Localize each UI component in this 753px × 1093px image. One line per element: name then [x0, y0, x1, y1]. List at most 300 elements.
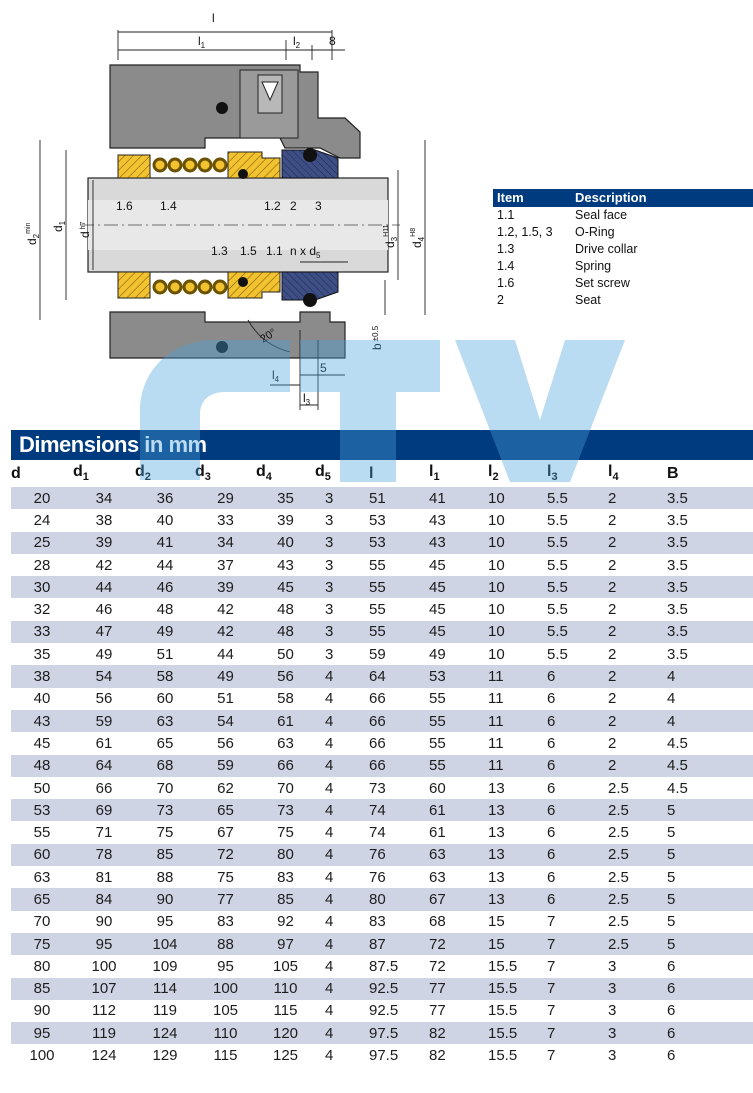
part-1-4-label: 1.4 — [160, 199, 177, 213]
table-cell: 5 — [667, 868, 676, 886]
table-cell: 83 — [369, 913, 386, 931]
column-header-5: $d_5$ — [315, 463, 331, 484]
table-cell: 77 — [195, 888, 256, 910]
table-cell: 105 — [272, 957, 299, 975]
table-cell: 4 — [315, 710, 369, 732]
table-cell: 114 — [135, 978, 195, 1000]
table-cell: 85 — [256, 888, 315, 910]
table-cell: 110 — [195, 1022, 256, 1044]
table-cell: 45 — [429, 576, 488, 598]
dimensions-table — [11, 460, 753, 1067]
table-cell: 10 — [488, 556, 505, 574]
table-cell: 55 — [429, 710, 488, 732]
table-cell: 13 — [488, 824, 505, 842]
table-cell: 61 — [429, 824, 446, 842]
table-cell: 6 — [547, 799, 608, 821]
table-cell: 2 — [608, 601, 617, 619]
dim-d4-label: $d_4^{H8}$ — [410, 227, 426, 248]
table-cell: 66 — [369, 755, 429, 777]
table-cell: 88 — [156, 868, 174, 886]
table-cell: 4 — [315, 665, 369, 687]
table-row — [11, 799, 753, 821]
table-cell: 55 — [33, 824, 51, 842]
table-cell: 88 — [195, 933, 256, 955]
part-1-3-label: 1.3 — [211, 244, 228, 258]
table-cell: 50 — [277, 645, 294, 663]
table-cell: 2.5 — [608, 888, 667, 910]
table-cell: 2 — [608, 532, 667, 554]
table-cell: 6 — [547, 824, 556, 842]
table-row — [11, 487, 753, 509]
table-cell: 3.5 — [667, 601, 688, 619]
table-cell: 51 — [156, 645, 174, 663]
table-cell: 64 — [369, 665, 429, 687]
spring-lower — [154, 281, 226, 293]
table-cell: 53 — [369, 532, 429, 554]
table-cell: 80 — [369, 888, 429, 910]
table-cell: 13 — [488, 888, 547, 910]
table-cell: 6 — [667, 1047, 676, 1065]
table-cell: 43 — [277, 556, 294, 574]
table-cell: 3 — [325, 601, 334, 619]
table-cell: 73 — [369, 779, 386, 797]
table-row — [11, 532, 753, 554]
table-cell: 2 — [608, 511, 617, 529]
table-cell: 60 — [429, 779, 446, 797]
table-cell: 59 — [73, 710, 135, 732]
table-cell: 90 — [33, 1002, 51, 1020]
table-cell: 72 — [195, 844, 256, 866]
table-cell: 6 — [667, 978, 753, 1000]
table-cell: 43 — [429, 532, 488, 554]
table-cell: 4 — [667, 690, 676, 708]
dim-d2-label: $d_2^{min}$ — [25, 222, 41, 245]
table-cell: 13 — [488, 844, 547, 866]
table-cell: 2 — [608, 645, 617, 663]
table-cell: 15.5 — [488, 1047, 518, 1065]
table-cell: 5.5 — [547, 511, 568, 529]
table-cell: 10 — [488, 532, 547, 554]
table-cell: 2.5 — [608, 824, 629, 842]
table-cell: 49 — [429, 645, 446, 663]
table-cell: 6 — [547, 690, 556, 708]
table-row — [11, 732, 753, 754]
column-header-9: $l_3$ — [547, 463, 558, 484]
table-cell: 3 — [315, 532, 369, 554]
nxd5-label: n x $d_5$ — [290, 244, 321, 260]
dim-l2-label: $l_2$ — [293, 34, 301, 50]
table-cell: 38 — [95, 511, 113, 529]
table-cell: 100 — [91, 957, 117, 975]
table-row — [11, 1044, 753, 1066]
table-cell: 65 — [195, 799, 256, 821]
table-cell: 2 — [608, 665, 667, 687]
table-cell: 107 — [73, 978, 135, 1000]
table-header-row — [11, 460, 753, 487]
part-1-1-label: 1.1 — [266, 244, 283, 258]
table-cell: 10 — [488, 487, 547, 509]
table-cell: 42 — [95, 556, 113, 574]
table-cell: 4 — [325, 1002, 334, 1020]
table-cell: 15.5 — [488, 1022, 547, 1044]
table-cell: 41 — [135, 532, 195, 554]
table-cell: 10 — [488, 645, 505, 663]
table-cell: 28 — [33, 556, 51, 574]
table-cell: 75 — [156, 824, 174, 842]
table-cell: 48 — [256, 621, 315, 643]
table-cell: 10 — [488, 576, 547, 598]
table-cell: 34 — [195, 532, 256, 554]
table-cell: 45 — [256, 576, 315, 598]
table-cell: 4 — [315, 1022, 369, 1044]
table-cell: 45 — [429, 556, 446, 574]
table-cell: 4 — [325, 913, 334, 931]
table-cell: 55 — [369, 556, 386, 574]
table-cell: 7 — [547, 933, 608, 955]
table-cell: 4 — [315, 799, 369, 821]
table-cell: 5 — [667, 913, 676, 931]
table-cell: 97.5 — [369, 1022, 429, 1044]
table-row — [11, 598, 753, 620]
dim-l3-label: $l_3$ — [303, 391, 311, 407]
table-cell: 7 — [547, 978, 608, 1000]
table-cell: 45 — [33, 734, 51, 752]
table-cell: 3 — [608, 1022, 667, 1044]
table-cell: 5.5 — [547, 621, 608, 643]
table-cell: 61 — [429, 799, 488, 821]
table-cell: 13 — [488, 868, 505, 886]
table-row — [11, 554, 753, 576]
table-cell: 2 — [608, 734, 617, 752]
table-cell: 6 — [547, 665, 608, 687]
table-cell: 13 — [488, 779, 505, 797]
table-cell: 5.5 — [547, 601, 568, 619]
table-cell: 74 — [369, 824, 386, 842]
table-cell: 55 — [369, 621, 429, 643]
table-row — [11, 866, 753, 888]
table-cell: 73 — [256, 799, 315, 821]
table-cell: 92.5 — [369, 978, 429, 1000]
housing-lower — [110, 312, 345, 358]
table-cell: 95 — [156, 913, 174, 931]
table-cell: 4 — [325, 734, 334, 752]
table-cell: 2.5 — [608, 799, 667, 821]
table-cell: 70 — [33, 913, 51, 931]
table-cell: 2 — [608, 556, 617, 574]
table-cell: 3 — [325, 511, 334, 529]
table-cell: 58 — [135, 665, 195, 687]
table-cell: 5.5 — [547, 645, 568, 663]
table-cell: 54 — [195, 710, 256, 732]
table-cell: 92 — [277, 913, 294, 931]
table-cell: 109 — [152, 957, 178, 975]
table-cell: 41 — [429, 487, 488, 509]
table-cell: 4 — [325, 1047, 334, 1065]
table-cell: 15 — [488, 913, 505, 931]
table-cell: 4.5 — [667, 755, 753, 777]
table-cell: 25 — [11, 532, 73, 554]
table-cell: 77 — [429, 978, 488, 1000]
table-cell: 46 — [135, 576, 195, 598]
table-cell: 54 — [73, 665, 135, 687]
table-cell: 5 — [667, 888, 753, 910]
table-cell: 3 — [315, 621, 369, 643]
table-cell: 15 — [488, 933, 547, 955]
table-cell: 34 — [73, 487, 135, 509]
table-cell: 3.5 — [667, 556, 688, 574]
table-cell: 4 — [315, 933, 369, 955]
legend-row: 1.2, 1.5, 3 O-Ring — [497, 225, 615, 239]
table-cell: 13 — [488, 799, 547, 821]
dim-8-label: 8 — [329, 34, 336, 48]
table-cell: 3.5 — [667, 576, 753, 598]
table-cell: 82 — [429, 1047, 446, 1065]
table-cell: 39 — [195, 576, 256, 598]
legend-row: 1.6 Set screw — [497, 276, 630, 290]
table-cell: 6 — [547, 888, 608, 910]
table-cell: 90 — [135, 888, 195, 910]
table-cell: 5 — [667, 844, 753, 866]
table-cell: 46 — [95, 601, 113, 619]
table-cell: 44 — [156, 556, 174, 574]
table-cell: 59 — [195, 755, 256, 777]
table-cell: 80 — [256, 844, 315, 866]
table-cell: 55 — [429, 755, 488, 777]
table-cell: 66 — [95, 779, 113, 797]
table-cell: 43 — [429, 511, 446, 529]
table-cell: 105 — [212, 1002, 239, 1020]
dim-l-label: l — [212, 11, 215, 25]
table-cell: 110 — [256, 978, 315, 1000]
column-header-3: $d_3$ — [195, 463, 211, 484]
table-row — [11, 933, 753, 955]
table-cell: 5 — [667, 799, 753, 821]
table-cell: 2 — [608, 755, 667, 777]
table-cell: 66 — [369, 734, 386, 752]
table-cell: 2.5 — [608, 933, 667, 955]
table-cell: 90 — [95, 913, 113, 931]
table-cell: 42 — [217, 601, 234, 619]
table-cell: 59 — [369, 645, 386, 663]
table-cell: 83 — [217, 913, 234, 931]
table-row — [11, 955, 753, 977]
drive-collar-lower — [118, 272, 150, 298]
table-cell: 42 — [195, 621, 256, 643]
table-cell: 66 — [256, 755, 315, 777]
part-2-label: 2 — [290, 199, 297, 213]
table-cell: 6 — [667, 1022, 753, 1044]
table-cell: 71 — [95, 824, 113, 842]
table-cell: 40 — [256, 532, 315, 554]
spring-upper — [154, 159, 226, 171]
table-cell: 56 — [95, 690, 113, 708]
table-cell: 4 — [667, 665, 753, 687]
table-cell: 4 — [667, 710, 753, 732]
drive-collar-upper — [118, 155, 150, 178]
table-cell: 61 — [256, 710, 315, 732]
table-cell: 74 — [369, 799, 429, 821]
table-cell: 76 — [369, 868, 386, 886]
table-cell: 7 — [547, 1002, 556, 1020]
table-cell: 3 — [325, 645, 334, 663]
table-cell: 3.5 — [667, 532, 753, 554]
table-cell: 56 — [256, 665, 315, 687]
table-cell: 64 — [73, 755, 135, 777]
table-cell: 51 — [369, 487, 429, 509]
table-cell: 2.5 — [608, 868, 629, 886]
column-header-6: l — [369, 464, 374, 482]
table-cell: 3.5 — [667, 621, 753, 643]
table-cell: 5.5 — [547, 556, 568, 574]
table-cell: 2 — [608, 690, 617, 708]
dim-b-label: $b^{\pm 0.5}$ — [370, 325, 384, 350]
table-row — [11, 844, 753, 866]
table-cell: 38 — [11, 665, 73, 687]
table-cell: 78 — [73, 844, 135, 866]
dim-l4-label: $l_4$ — [272, 368, 280, 384]
table-cell: 10 — [488, 621, 547, 643]
table-cell: 6 — [667, 957, 676, 975]
table-cell: 2 — [608, 710, 667, 732]
table-cell: 3.5 — [667, 511, 688, 529]
table-cell: 3 — [608, 1002, 617, 1020]
column-header-0: d — [11, 464, 21, 482]
table-cell: 75 — [217, 868, 234, 886]
table-cell: 51 — [217, 690, 234, 708]
table-cell: 112 — [92, 1002, 116, 1020]
table-cell: 53 — [369, 511, 386, 529]
table-cell: 11 — [488, 710, 547, 732]
table-cell: 55 — [429, 734, 446, 752]
table-row — [11, 1000, 753, 1022]
table-cell: 15.5 — [488, 957, 518, 975]
table-cell: 5.5 — [547, 532, 608, 554]
column-header-7: $l_1$ — [429, 463, 440, 484]
table-cell: 66 — [369, 710, 429, 732]
table-cell: 11 — [488, 665, 547, 687]
table-cell: 61 — [95, 734, 113, 752]
dim-d1-label: $d_1$ — [51, 220, 67, 232]
table-cell: 35 — [33, 645, 51, 663]
angle-label: 20° — [258, 326, 279, 346]
table-cell: 10 — [488, 601, 505, 619]
table-cell: 60 — [156, 690, 174, 708]
table-cell: 40 — [156, 511, 174, 529]
table-cell: 95 — [11, 1022, 73, 1044]
table-cell: 77 — [429, 1002, 446, 1020]
column-header-4: $d_4$ — [256, 463, 272, 484]
column-header-8: $l_2$ — [488, 463, 499, 484]
table-cell: 87.5 — [369, 957, 399, 975]
table-cell: 49 — [135, 621, 195, 643]
table-cell: 20 — [11, 487, 73, 509]
table-cell: 68 — [135, 755, 195, 777]
table-cell: 3 — [608, 978, 667, 1000]
table-cell: 6 — [547, 710, 608, 732]
table-cell: 75 — [277, 824, 294, 842]
table-cell: 83 — [277, 868, 294, 886]
table-cell: 2 — [608, 576, 667, 598]
table-cell: 30 — [11, 576, 73, 598]
table-cell: 33 — [11, 621, 73, 643]
table-cell: 7 — [547, 957, 556, 975]
table-cell: 68 — [429, 913, 446, 931]
table-cell: 55 — [369, 601, 386, 619]
table-cell: 11 — [488, 690, 504, 708]
table-cell: 36 — [135, 487, 195, 509]
table-cell: 104 — [135, 933, 195, 955]
table-row — [11, 911, 753, 933]
part-3-label: 3 — [315, 199, 322, 213]
legend-header-item: Item — [497, 190, 524, 205]
table-cell: 4 — [315, 888, 369, 910]
table-cell: 45 — [429, 621, 488, 643]
table-cell: 97 — [256, 933, 315, 955]
table-cell: 5.5 — [547, 576, 608, 598]
table-cell: 4 — [315, 755, 369, 777]
legend-header — [493, 189, 753, 207]
table-cell: 81 — [95, 868, 113, 886]
table-row — [11, 621, 753, 643]
table-cell: 87 — [369, 933, 429, 955]
table-cell: 6 — [547, 779, 556, 797]
table-cell: 76 — [369, 844, 429, 866]
table-cell: 100 — [29, 1047, 55, 1065]
table-cell: 84 — [73, 888, 135, 910]
table-cell: 63 — [277, 734, 294, 752]
table-row — [11, 576, 753, 598]
seal-face-upper — [228, 152, 280, 178]
table-cell: 35 — [256, 487, 315, 509]
table-row — [11, 821, 753, 843]
table-cell: 4 — [315, 978, 369, 1000]
table-row — [11, 1022, 753, 1044]
table-cell: 97.5 — [369, 1047, 399, 1065]
table-cell: 58 — [277, 690, 294, 708]
table-cell: 15.5 — [488, 1002, 518, 1020]
table-cell: 7 — [547, 1022, 608, 1044]
table-cell: 4.5 — [667, 779, 688, 797]
part-1-2-label: 1.2 — [264, 199, 281, 213]
dim-5-label: 5 — [320, 361, 327, 375]
legend-row: 1.3 Drive collar — [497, 242, 638, 256]
table-cell: 48 — [156, 601, 174, 619]
table-cell: 45 — [429, 601, 446, 619]
table-cell: 10 — [488, 511, 505, 529]
table-cell: 115 — [273, 1002, 298, 1020]
column-header-1: $d_1$ — [73, 463, 89, 484]
legend-header-description: Description — [575, 190, 647, 205]
legend-row: 2 Seat — [497, 293, 601, 307]
dim-d-label: $d^{h7}$ — [78, 221, 92, 238]
table-row — [11, 755, 753, 777]
table-cell: 53 — [429, 665, 488, 687]
table-cell: 3 — [325, 556, 334, 574]
table-cell: 2 — [608, 487, 667, 509]
table-cell: 39 — [73, 532, 135, 554]
table-cell: 50 — [33, 779, 51, 797]
legend-row: 1.1 Seal face — [497, 208, 628, 222]
table-cell: 119 — [153, 1002, 177, 1020]
column-header-10: $l_4$ — [608, 463, 619, 484]
legend-row: 1.4 Spring — [497, 259, 612, 273]
table-cell: 39 — [277, 511, 294, 529]
table-cell: 6 — [547, 844, 608, 866]
table-cell: 55 — [429, 690, 446, 708]
table-cell: 7 — [547, 1047, 556, 1065]
table-cell: 32 — [33, 601, 51, 619]
table-cell: 115 — [213, 1047, 238, 1065]
